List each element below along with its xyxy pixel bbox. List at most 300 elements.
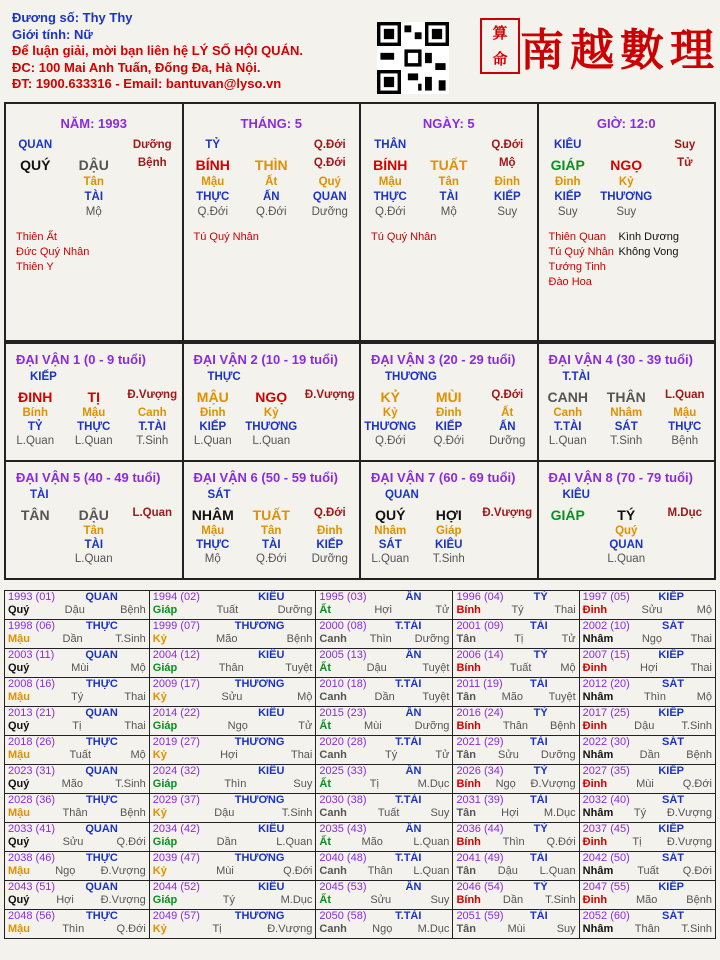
year-branch: Dần	[62, 633, 83, 645]
year-stem: Tân	[456, 633, 476, 645]
year-phase: Q.Đới	[116, 836, 146, 848]
stem-branch-cell: Bệnh	[137, 157, 167, 169]
hidden-stem-cell: TÀI	[84, 191, 104, 203]
year-ten-god: THỰC	[86, 794, 118, 806]
luck-stem-row	[361, 389, 537, 405]
year-ten-god: TỶ	[533, 881, 548, 893]
luck-ten-god: T.TÀI	[562, 371, 590, 383]
gender-line: Giới tính: Nữ	[12, 26, 93, 42]
year-head	[153, 794, 313, 807]
contact-line: Để luận giải, mời bạn liên hệ LÝ SỐ HỘI QUÁN.	[12, 43, 303, 58]
year-ten-god: THƯƠNG	[234, 852, 285, 864]
year-head	[153, 591, 313, 604]
year-head	[319, 823, 449, 836]
year-cell	[149, 794, 316, 823]
year-row	[5, 823, 716, 852]
year-label: 2001 (09)	[456, 620, 504, 632]
year-body	[153, 865, 313, 878]
year-branch: Mão	[361, 836, 383, 848]
luck-hidden-cell: L.Quan	[16, 435, 55, 447]
year-ten-god: TỶ	[533, 649, 548, 661]
year-stem: Đinh	[582, 778, 608, 790]
luck-hidden-cell: Tân	[83, 525, 104, 537]
year-head	[583, 910, 712, 923]
luck-hidden-cell: QUAN	[609, 539, 644, 551]
luck-hidden-cell: Dưỡng	[311, 553, 348, 565]
year-body	[583, 604, 712, 617]
year-head	[583, 765, 712, 778]
hidden-stem-row	[539, 176, 715, 188]
luck-hidden-cell: Mộ	[204, 553, 221, 565]
year-label: 2010 (18)	[319, 678, 367, 690]
year-ten-god: KIÊU	[258, 823, 285, 835]
year-cell	[453, 649, 579, 678]
luck-hidden-row	[6, 553, 182, 565]
luck-hidden-cell: Nhâm	[374, 525, 407, 537]
stem-branch-cell: QUÝ	[20, 157, 51, 173]
luck-hidden-cell	[123, 525, 181, 537]
ten-god-cell: Q.Đới	[313, 139, 346, 151]
year-body	[8, 662, 146, 675]
year-head	[456, 881, 575, 894]
year-cell	[453, 591, 579, 620]
luck-ten-god: SÁT	[207, 489, 231, 501]
year-body	[456, 749, 575, 762]
luck-stem-row	[6, 507, 182, 523]
luck-hidden-cell: L.Quan	[548, 435, 587, 447]
luck-hidden-cell: SÁT	[614, 421, 638, 433]
year-cell	[149, 852, 316, 881]
year-phase: Q.Đới	[116, 923, 146, 935]
luck-stem-row	[539, 389, 715, 405]
year-body	[8, 691, 146, 704]
luck-hidden-cell: L.Quan	[252, 435, 291, 447]
year-body	[456, 662, 575, 675]
hidden-stem-cell: TÀI	[439, 191, 459, 203]
luck-hidden-row	[361, 539, 537, 551]
luck-hidden-row	[361, 525, 537, 537]
luck-hidden-cell: Ất	[501, 407, 514, 419]
year-body	[153, 604, 313, 617]
year-stem: Ất	[319, 604, 331, 616]
year-cell	[5, 678, 150, 707]
luck-hidden-cell: SÁT	[378, 539, 402, 551]
year-branch: Thân	[502, 720, 528, 732]
luck-cycle-title: ĐẠI VẬN 6 (50 - 59 tuổi)	[193, 470, 338, 485]
ten-god-cell: TỶ	[205, 139, 221, 151]
year-stem: Kỷ	[152, 807, 167, 819]
luck-stem-cell: Đ.Vượng	[127, 389, 178, 401]
luck-hidden-cell	[301, 435, 359, 447]
stem-branch-cell: TUẤT	[430, 157, 468, 173]
year-stem: Nhâm	[582, 923, 614, 935]
year-branch: Mùi	[363, 720, 382, 732]
year-stem: Mậu	[8, 807, 30, 819]
luck-hidden-row	[539, 553, 715, 565]
year-label: 2014 (22)	[152, 707, 200, 719]
year-stem: Ất	[319, 836, 331, 848]
luck-stem-row	[361, 507, 537, 523]
hidden-stem-cell: QUAN	[312, 191, 347, 203]
luck-hidden-cell: THỰC	[196, 539, 230, 551]
luck-cycle-box	[539, 344, 715, 460]
year-body	[319, 778, 449, 791]
year-phase: M.Dục	[543, 807, 576, 819]
yearly-table	[4, 590, 716, 939]
year-cell	[5, 736, 150, 765]
year-ten-god: QUAN	[85, 649, 118, 661]
luck-hidden-cell: THỰC	[668, 421, 702, 433]
pillar-column	[184, 104, 362, 340]
hidden-stem-cell: Tân	[438, 176, 459, 188]
luck-stem-row	[184, 507, 360, 523]
year-cell	[149, 881, 316, 910]
year-cell	[579, 678, 715, 707]
luck-hidden-cell: T.Sinh	[610, 435, 643, 447]
luck-hidden-cell: L.Quan	[371, 553, 410, 565]
star-label: Tú Quý Nhân	[371, 231, 437, 243]
year-phase: Mộ	[560, 662, 576, 674]
year-phase: Mộ	[130, 749, 146, 761]
luck-stem-cell: Đ.Vượng	[304, 389, 355, 401]
luck-hidden-row	[184, 525, 360, 537]
year-ten-god: T.TÀI	[395, 794, 422, 806]
year-stem: Nhâm	[582, 807, 614, 819]
hidden-stem-cell	[6, 176, 64, 188]
year-ten-god: T.TÀI	[395, 736, 422, 748]
year-stem: Kỷ	[152, 923, 167, 935]
year-ten-god: KIẾP	[658, 707, 684, 719]
year-phase: L.Quan	[413, 836, 450, 848]
year-label: 2048 (56)	[8, 910, 56, 922]
year-branch: Thìn	[224, 778, 247, 790]
year-label: 2041 (49)	[456, 852, 504, 864]
stem-branch-cell: BÍNH	[195, 157, 230, 173]
year-label: 2046 (54)	[456, 881, 504, 893]
year-phase: Dưỡng	[540, 749, 576, 761]
year-ten-god: KIÊU	[258, 591, 285, 603]
year-phase: T.Sinh	[115, 633, 146, 645]
luck-hidden-cell: Tân	[261, 525, 282, 537]
year-body	[319, 662, 449, 675]
year-phase: Đ.Vượng	[530, 778, 576, 790]
year-label: 2002 (10)	[582, 620, 630, 632]
year-label: 2037 (45)	[582, 823, 630, 835]
year-label: 2035 (43)	[319, 823, 367, 835]
luck-hidden-cell	[6, 539, 64, 551]
luck-cycles-row-1	[4, 342, 716, 462]
star-label: Đào Hoa	[548, 276, 592, 288]
hidden-stem-cell: THƯƠNG	[600, 191, 653, 203]
year-stem: Quý	[8, 720, 30, 732]
year-branch: Thân	[367, 865, 393, 877]
year-body	[8, 807, 146, 820]
hidden-stem-cell: Q.Đới	[374, 206, 406, 218]
year-label: 2015 (23)	[319, 707, 367, 719]
year-label: 2034 (42)	[152, 823, 200, 835]
year-head	[8, 707, 146, 720]
year-branch: Dần	[374, 691, 395, 703]
year-ten-god: THƯƠNG	[234, 678, 285, 690]
year-head	[456, 794, 575, 807]
luck-hidden-row	[184, 539, 360, 551]
year-label: 2030 (38)	[319, 794, 367, 806]
year-branch: Ngọ	[372, 923, 393, 935]
year-cell	[149, 649, 316, 678]
luck-hidden-row	[184, 435, 360, 447]
ten-god-cell	[65, 139, 123, 151]
year-phase: Suy	[556, 923, 576, 935]
year-label: 2025 (33)	[319, 765, 367, 777]
year-phase: Đ.Vượng	[666, 836, 712, 848]
year-head	[456, 707, 575, 720]
luck-hidden-row	[539, 525, 715, 537]
luck-cycle-title: ĐẠI VẬN 4 (30 - 39 tuổi)	[548, 352, 693, 367]
year-stem: Quý	[8, 604, 30, 616]
year-cell	[453, 823, 579, 852]
year-stem: Tân	[456, 807, 476, 819]
year-stem: Mậu	[8, 691, 30, 703]
year-phase: Bệnh	[686, 894, 712, 906]
qr-code-icon[interactable]	[377, 22, 449, 94]
ten-god-cell	[597, 139, 655, 151]
year-phase: Suy	[430, 807, 450, 819]
year-phase: Tuyệt	[422, 662, 450, 674]
ten-god-cell: Q.Đới	[491, 139, 524, 151]
year-ten-god: TỶ	[533, 591, 548, 603]
luck-hidden-cell: L.Quan	[193, 435, 232, 447]
year-head	[319, 591, 449, 604]
year-head	[583, 823, 712, 836]
luck-cycles-row-2	[4, 460, 716, 580]
year-branch: Thìn	[643, 691, 666, 703]
year-phase: Đ.Vượng	[666, 807, 712, 819]
year-branch: Thìn	[502, 836, 525, 848]
luck-hidden-cell: THƯƠNG	[245, 421, 298, 433]
year-ten-god: ẤN	[405, 765, 422, 777]
luck-hidden-row	[361, 407, 537, 419]
year-row	[5, 707, 716, 736]
luck-hidden-cell	[6, 553, 64, 565]
year-cell	[453, 765, 579, 794]
year-cell	[316, 649, 453, 678]
year-phase: T.Sinh	[681, 923, 712, 935]
luck-hidden-cell	[539, 525, 597, 537]
year-label: 2031 (39)	[456, 794, 504, 806]
hidden-stem-cell: Kỷ	[618, 176, 634, 188]
year-phase: Mộ	[130, 662, 146, 674]
hidden-stem-cell	[656, 191, 714, 203]
luck-ten-god: THỰC	[207, 371, 241, 383]
year-ten-god: THỰC	[86, 620, 118, 632]
year-stem: Canh	[319, 923, 347, 935]
year-label: 1996 (04)	[456, 591, 504, 603]
luck-hidden-cell: Q.Đới	[433, 435, 465, 447]
year-branch: Tý	[222, 894, 236, 906]
year-stem: Bính	[456, 720, 481, 732]
year-label: 2039 (47)	[152, 852, 200, 864]
year-head	[153, 649, 313, 662]
year-branch: Mão	[61, 778, 83, 790]
year-stem: Ất	[319, 778, 331, 790]
year-cell	[149, 910, 316, 939]
luck-hidden-cell: L.Quan	[74, 435, 113, 447]
year-head	[153, 852, 313, 865]
year-label: 2004 (12)	[152, 649, 200, 661]
year-branch: Tý	[511, 604, 524, 616]
year-branch: Mão	[501, 691, 523, 703]
year-body	[583, 865, 712, 878]
year-head	[8, 852, 146, 865]
year-body	[583, 778, 712, 791]
year-label: 2006 (14)	[456, 649, 504, 661]
luck-hidden-cell	[6, 525, 64, 537]
hidden-stem-cell: Suy	[616, 206, 637, 218]
luck-hidden-cell: Nhâm	[610, 407, 643, 419]
year-head	[153, 881, 313, 894]
year-stem: Tân	[456, 865, 476, 877]
luck-ten-god: KIÊU	[562, 489, 590, 501]
luck-hidden-cell	[301, 421, 359, 433]
year-branch: Sửu	[221, 691, 243, 703]
luck-hidden-cell	[656, 525, 714, 537]
hidden-stem-cell: Mậu	[378, 176, 402, 188]
luck-ten-god: KIẾP	[30, 371, 57, 383]
year-ten-god: KIẾP	[658, 591, 684, 603]
year-label: 2013 (21)	[8, 707, 56, 719]
pillar-title: NGÀY: 5	[422, 116, 475, 131]
year-branch: Mão	[216, 633, 238, 645]
year-ten-god: THỰC	[86, 736, 118, 748]
year-body	[583, 749, 712, 762]
year-phase: Thai	[690, 662, 712, 674]
year-label: 2040 (48)	[319, 852, 367, 864]
luck-stem-cell: NHÂM	[191, 507, 234, 523]
year-head	[8, 620, 146, 633]
luck-stem-cell: ĐINH	[18, 389, 53, 405]
year-ten-god: KIÊU	[258, 649, 285, 661]
luck-hidden-cell: Đinh	[435, 407, 462, 419]
year-stem: Ất	[319, 720, 331, 732]
year-stem: Quý	[8, 894, 30, 906]
year-head	[456, 910, 575, 923]
year-head	[8, 649, 146, 662]
hidden-stem-cell: THỰC	[196, 191, 230, 203]
hidden-stem-cell	[656, 206, 714, 218]
year-ten-god: TÀI	[529, 620, 548, 632]
stem-branch-cell: Q.Đới	[313, 157, 346, 169]
year-body	[319, 749, 449, 762]
year-branch: Mùi	[507, 923, 526, 935]
year-label: 1994 (02)	[152, 591, 200, 603]
luck-hidden-row	[539, 421, 715, 433]
hidden-stem-cell	[123, 176, 181, 188]
year-stem: Mậu	[8, 865, 30, 877]
year-body	[8, 923, 146, 936]
luck-stem-cell: QUÝ	[375, 507, 406, 523]
year-ten-god: THỰC	[86, 852, 118, 864]
luck-cycle-title: ĐẠI VẬN 2 (10 - 19 tuổi)	[193, 352, 338, 367]
year-branch: Dần	[639, 749, 660, 761]
year-body	[8, 778, 146, 791]
hidden-stem-cell: Mộ	[440, 206, 457, 218]
luck-hidden-cell: Mậu	[201, 525, 225, 537]
luck-cycle-title: ĐẠI VẬN 3 (20 - 29 tuổi)	[371, 352, 516, 367]
year-phase: Mộ	[297, 691, 313, 703]
stem-branch-cell: GIÁP	[550, 157, 585, 173]
star-label: Thiên Ất	[16, 231, 57, 243]
year-phase: Suy	[430, 894, 450, 906]
year-phase: T.Sinh	[281, 807, 313, 819]
hidden-stem-cell: Dưỡng	[311, 206, 348, 218]
phone-email-line: ĐT: 1900.633316 - Email: bantuvan@lyso.vn	[12, 76, 282, 91]
luck-hidden-row	[539, 435, 715, 447]
year-body	[8, 865, 146, 878]
year-branch: Tuất	[216, 604, 239, 616]
star-label: Tú Quý Nhân	[193, 231, 259, 243]
year-stem: Quý	[8, 778, 30, 790]
year-stem: Giáp	[152, 604, 178, 616]
year-phase: Dưỡng	[277, 604, 313, 616]
year-label: 2021 (29)	[456, 736, 504, 748]
year-cell	[5, 794, 150, 823]
year-phase: Đ.Vượng	[100, 865, 146, 877]
luck-cycle-title: ĐẠI VẬN 5 (40 - 49 tuổi)	[16, 470, 161, 485]
year-branch: Hợi	[640, 662, 658, 674]
year-row	[5, 794, 716, 823]
year-body	[456, 633, 575, 646]
year-stem: Ất	[319, 662, 331, 674]
year-cell	[316, 707, 453, 736]
year-head	[153, 910, 313, 923]
luck-stem-cell: L.Quan	[664, 389, 705, 401]
luck-hidden-cell: T.TÀI	[138, 421, 166, 433]
luck-stem-row	[184, 389, 360, 405]
year-branch: Ngọ	[641, 633, 662, 645]
year-branch: Tý	[385, 749, 398, 761]
year-head	[319, 852, 449, 865]
stem-branch-row	[361, 157, 537, 173]
luck-hidden-cell: Giáp	[435, 525, 462, 537]
year-stem: Giáp	[152, 662, 178, 674]
star-label: Thiên Y	[16, 261, 54, 273]
year-body	[456, 604, 575, 617]
year-cell	[316, 765, 453, 794]
year-cell	[453, 881, 579, 910]
year-cell	[5, 881, 150, 910]
luck-hidden-row	[6, 435, 182, 447]
luck-hidden-row	[184, 553, 360, 565]
luck-cycle-title: ĐẠI VẬN 8 (70 - 79 tuổi)	[548, 470, 693, 485]
year-head	[319, 707, 449, 720]
luck-hidden-cell: T.Sinh	[432, 553, 465, 565]
year-cell	[453, 794, 579, 823]
year-stem: Bính	[456, 662, 481, 674]
pillar-title: GIỜ: 12:0	[596, 116, 656, 131]
star-list	[549, 230, 614, 290]
year-body	[456, 894, 575, 907]
year-stem: Ất	[319, 894, 331, 906]
year-cell	[453, 910, 579, 939]
ten-god-row	[6, 139, 182, 151]
year-phase: T.Sinh	[681, 720, 712, 732]
four-pillars-panel	[4, 102, 716, 342]
year-branch: Thân	[218, 662, 244, 674]
year-ten-god: ẤN	[405, 823, 422, 835]
stem-branch-row	[184, 157, 360, 173]
year-body	[456, 691, 575, 704]
year-branch: Tị	[632, 836, 642, 848]
